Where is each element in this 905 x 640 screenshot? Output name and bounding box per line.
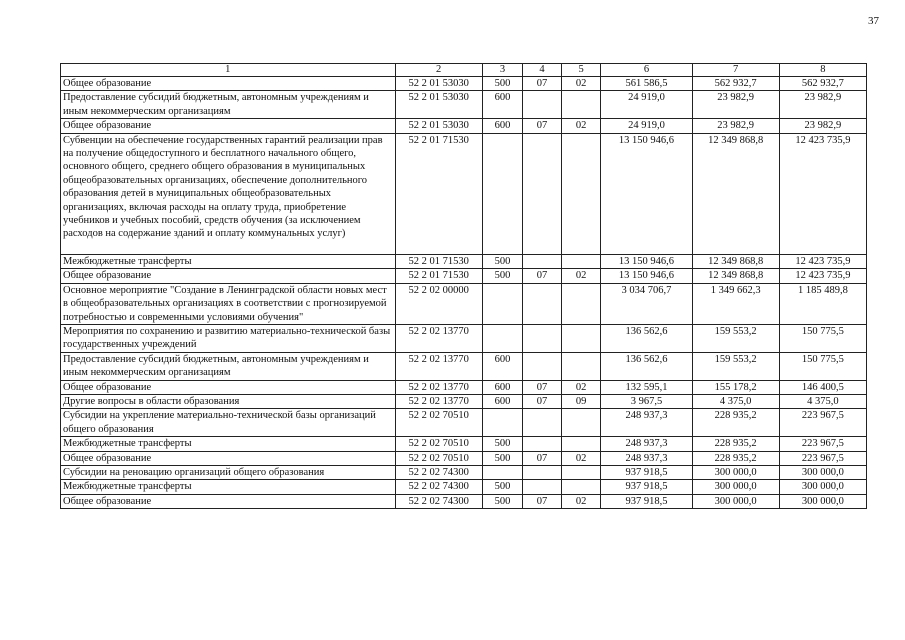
target-code-cell: 52 2 02 00000 <box>395 283 482 324</box>
amount-year3-cell: 300 000,0 <box>779 465 866 479</box>
target-code-cell: 52 2 02 74300 <box>395 480 482 494</box>
section-cell <box>523 465 562 479</box>
table-row <box>61 269 867 283</box>
row-name-cell: Общее образование <box>61 494 396 508</box>
subsection-cell <box>561 324 601 352</box>
amount-year1-cell: 561 586,5 <box>601 77 692 91</box>
amount-year2-cell: 23 982,9 <box>692 91 779 119</box>
row-name-cell: Межбюджетные трансферты <box>61 480 396 494</box>
section-cell: 07 <box>523 380 562 394</box>
amount-year2-cell: 12 349 868,8 <box>692 133 779 254</box>
table-row <box>61 352 867 380</box>
amount-year2-cell: 300 000,0 <box>692 480 779 494</box>
target-code-cell: 52 2 02 70510 <box>395 437 482 451</box>
amount-year2-cell: 300 000,0 <box>692 494 779 508</box>
column-header: 3 <box>482 64 523 77</box>
amount-year2-cell: 228 935,2 <box>692 437 779 451</box>
target-code-cell: 52 2 01 71530 <box>395 269 482 283</box>
table-row <box>61 394 867 408</box>
amount-year1-cell: 136 562,6 <box>601 324 692 352</box>
column-header: 7 <box>692 64 779 77</box>
expense-type-cell <box>482 465 523 479</box>
section-cell <box>523 437 562 451</box>
expense-type-cell: 500 <box>482 494 523 508</box>
amount-year3-cell: 1 185 489,8 <box>779 283 866 324</box>
budget-table <box>60 63 867 509</box>
expense-type-cell <box>482 133 523 254</box>
target-code-cell: 52 2 01 71530 <box>395 254 482 268</box>
expense-type-cell: 600 <box>482 352 523 380</box>
column-header: 8 <box>779 64 866 77</box>
expense-type-cell: 600 <box>482 91 523 119</box>
amount-year3-cell: 12 423 735,9 <box>779 133 866 254</box>
table-body <box>61 77 867 509</box>
column-header: 2 <box>395 64 482 77</box>
amount-year1-cell: 136 562,6 <box>601 352 692 380</box>
expense-type-cell: 600 <box>482 119 523 133</box>
target-code-cell: 52 2 01 53030 <box>395 119 482 133</box>
target-code-cell: 52 2 01 53030 <box>395 91 482 119</box>
amount-year1-cell: 24 919,0 <box>601 119 692 133</box>
table-row <box>61 324 867 352</box>
section-cell <box>523 254 562 268</box>
target-code-cell: 52 2 02 74300 <box>395 465 482 479</box>
section-cell <box>523 91 562 119</box>
target-code-cell: 52 2 01 71530 <box>395 133 482 254</box>
table-row <box>61 91 867 119</box>
table-row <box>61 480 867 494</box>
amount-year2-cell: 159 553,2 <box>692 324 779 352</box>
table-row <box>61 494 867 508</box>
table-row <box>61 133 867 254</box>
column-header: 4 <box>523 64 562 77</box>
amount-year3-cell: 4 375,0 <box>779 394 866 408</box>
amount-year1-cell: 24 919,0 <box>601 91 692 119</box>
row-name-cell: Предоставление субсидий бюджетным, автономным учреждениям и иным некоммерческим организациям <box>61 91 396 119</box>
target-code-cell: 52 2 02 13770 <box>395 394 482 408</box>
section-cell <box>523 409 562 437</box>
section-cell: 07 <box>523 394 562 408</box>
subsection-cell <box>561 133 601 254</box>
amount-year1-cell: 13 150 946,6 <box>601 254 692 268</box>
subsection-cell: 02 <box>561 380 601 394</box>
subsection-cell <box>561 91 601 119</box>
amount-year2-cell: 155 178,2 <box>692 380 779 394</box>
table-row <box>61 380 867 394</box>
row-name-cell: Общее образование <box>61 77 396 91</box>
subsection-cell <box>561 437 601 451</box>
amount-year2-cell: 4 375,0 <box>692 394 779 408</box>
section-cell: 07 <box>523 119 562 133</box>
amount-year3-cell: 150 775,5 <box>779 324 866 352</box>
column-header: 5 <box>561 64 601 77</box>
amount-year1-cell: 937 918,5 <box>601 480 692 494</box>
expense-type-cell: 500 <box>482 480 523 494</box>
amount-year1-cell: 937 918,5 <box>601 494 692 508</box>
amount-year3-cell: 12 423 735,9 <box>779 269 866 283</box>
amount-year2-cell: 1 349 662,3 <box>692 283 779 324</box>
subsection-cell <box>561 352 601 380</box>
row-name-cell: Межбюджетные трансферты <box>61 254 396 268</box>
subsection-cell <box>561 465 601 479</box>
target-code-cell: 52 2 02 70510 <box>395 451 482 465</box>
table-row <box>61 283 867 324</box>
expense-type-cell: 500 <box>482 437 523 451</box>
table-row <box>61 77 867 91</box>
table-row <box>61 451 867 465</box>
subsection-cell <box>561 254 601 268</box>
amount-year3-cell: 300 000,0 <box>779 494 866 508</box>
amount-year3-cell: 223 967,5 <box>779 409 866 437</box>
target-code-cell: 52 2 02 74300 <box>395 494 482 508</box>
target-code-cell: 52 2 02 13770 <box>395 352 482 380</box>
expense-type-cell <box>482 324 523 352</box>
amount-year1-cell: 3 034 706,7 <box>601 283 692 324</box>
amount-year1-cell: 13 150 946,6 <box>601 269 692 283</box>
table-row <box>61 465 867 479</box>
section-cell: 07 <box>523 269 562 283</box>
amount-year1-cell: 248 937,3 <box>601 409 692 437</box>
amount-year2-cell: 228 935,2 <box>692 451 779 465</box>
subsection-cell: 02 <box>561 119 601 133</box>
section-cell: 07 <box>523 451 562 465</box>
row-name-cell: Основное мероприятие "Создание в Ленинградской области новых мест в общеобразовательных организациях в соответствии с прогнозируемой потребностью и современными условиями обучения" <box>61 283 396 324</box>
section-cell: 07 <box>523 494 562 508</box>
amount-year2-cell: 23 982,9 <box>692 119 779 133</box>
amount-year3-cell: 300 000,0 <box>779 480 866 494</box>
section-cell <box>523 352 562 380</box>
expense-type-cell <box>482 409 523 437</box>
column-header: 1 <box>61 64 396 77</box>
target-code-cell: 52 2 02 13770 <box>395 380 482 394</box>
amount-year1-cell: 3 967,5 <box>601 394 692 408</box>
row-name-cell: Общее образование <box>61 269 396 283</box>
amount-year1-cell: 937 918,5 <box>601 465 692 479</box>
target-code-cell: 52 2 02 13770 <box>395 324 482 352</box>
row-name-cell: Предоставление субсидий бюджетным, автономным учреждениям и иным некоммерческим организациям <box>61 352 396 380</box>
amount-year3-cell: 562 932,7 <box>779 77 866 91</box>
amount-year3-cell: 223 967,5 <box>779 437 866 451</box>
amount-year2-cell: 12 349 868,8 <box>692 254 779 268</box>
expense-type-cell: 500 <box>482 77 523 91</box>
column-number-row <box>61 64 867 77</box>
expense-type-cell: 600 <box>482 394 523 408</box>
page-number: 37 <box>868 15 879 27</box>
section-cell: 07 <box>523 77 562 91</box>
subsection-cell: 02 <box>561 77 601 91</box>
amount-year3-cell: 223 967,5 <box>779 451 866 465</box>
row-name-cell: Общее образование <box>61 380 396 394</box>
row-name-cell: Общее образование <box>61 451 396 465</box>
amount-year1-cell: 132 595,1 <box>601 380 692 394</box>
expense-type-cell: 600 <box>482 380 523 394</box>
target-code-cell: 52 2 01 53030 <box>395 77 482 91</box>
amount-year3-cell: 146 400,5 <box>779 380 866 394</box>
subsection-cell <box>561 283 601 324</box>
table-row <box>61 409 867 437</box>
table-row <box>61 254 867 268</box>
amount-year3-cell: 23 982,9 <box>779 119 866 133</box>
amount-year3-cell: 23 982,9 <box>779 91 866 119</box>
amount-year3-cell: 12 423 735,9 <box>779 254 866 268</box>
column-header: 6 <box>601 64 692 77</box>
section-cell <box>523 133 562 254</box>
amount-year1-cell: 248 937,3 <box>601 451 692 465</box>
amount-year2-cell: 12 349 868,8 <box>692 269 779 283</box>
row-name-cell: Общее образование <box>61 119 396 133</box>
subsection-cell <box>561 409 601 437</box>
row-name-cell: Другие вопросы в области образования <box>61 394 396 408</box>
subsection-cell: 02 <box>561 269 601 283</box>
section-cell <box>523 283 562 324</box>
row-name-cell: Субвенции на обеспечение государственных гарантий реализации прав на получение общедоступного и бесплатного начального общего, основного общего, среднего общего образования в муниципальных общеобразовательных организациях, обеспечение дополнительного образования детей в муниципальных общеобразовательных организациях, включая расходы на оплату труда, приобретение учебников и учебных пособий, средств обучения (за исключением расходов на содержание зданий и оплату коммунальных услуг) <box>61 133 396 254</box>
target-code-cell: 52 2 02 70510 <box>395 409 482 437</box>
amount-year2-cell: 228 935,2 <box>692 409 779 437</box>
section-cell <box>523 480 562 494</box>
expense-type-cell: 500 <box>482 254 523 268</box>
amount-year1-cell: 248 937,3 <box>601 437 692 451</box>
section-cell <box>523 324 562 352</box>
row-name-cell: Субсидии на укрепление материально-технической базы организаций общего образования <box>61 409 396 437</box>
table-row <box>61 437 867 451</box>
table-row <box>61 119 867 133</box>
subsection-cell: 02 <box>561 451 601 465</box>
amount-year2-cell: 300 000,0 <box>692 465 779 479</box>
subsection-cell: 02 <box>561 494 601 508</box>
subsection-cell <box>561 480 601 494</box>
amount-year1-cell: 13 150 946,6 <box>601 133 692 254</box>
row-name-cell: Субсидии на реновацию организаций общего образования <box>61 465 396 479</box>
subsection-cell: 09 <box>561 394 601 408</box>
expense-type-cell: 500 <box>482 269 523 283</box>
expense-type-cell: 500 <box>482 451 523 465</box>
row-name-cell: Межбюджетные трансферты <box>61 437 396 451</box>
amount-year2-cell: 562 932,7 <box>692 77 779 91</box>
row-name-cell: Мероприятия по сохранению и развитию материально-технической базы государственных учреждений <box>61 324 396 352</box>
expense-type-cell <box>482 283 523 324</box>
amount-year2-cell: 159 553,2 <box>692 352 779 380</box>
amount-year3-cell: 150 775,5 <box>779 352 866 380</box>
